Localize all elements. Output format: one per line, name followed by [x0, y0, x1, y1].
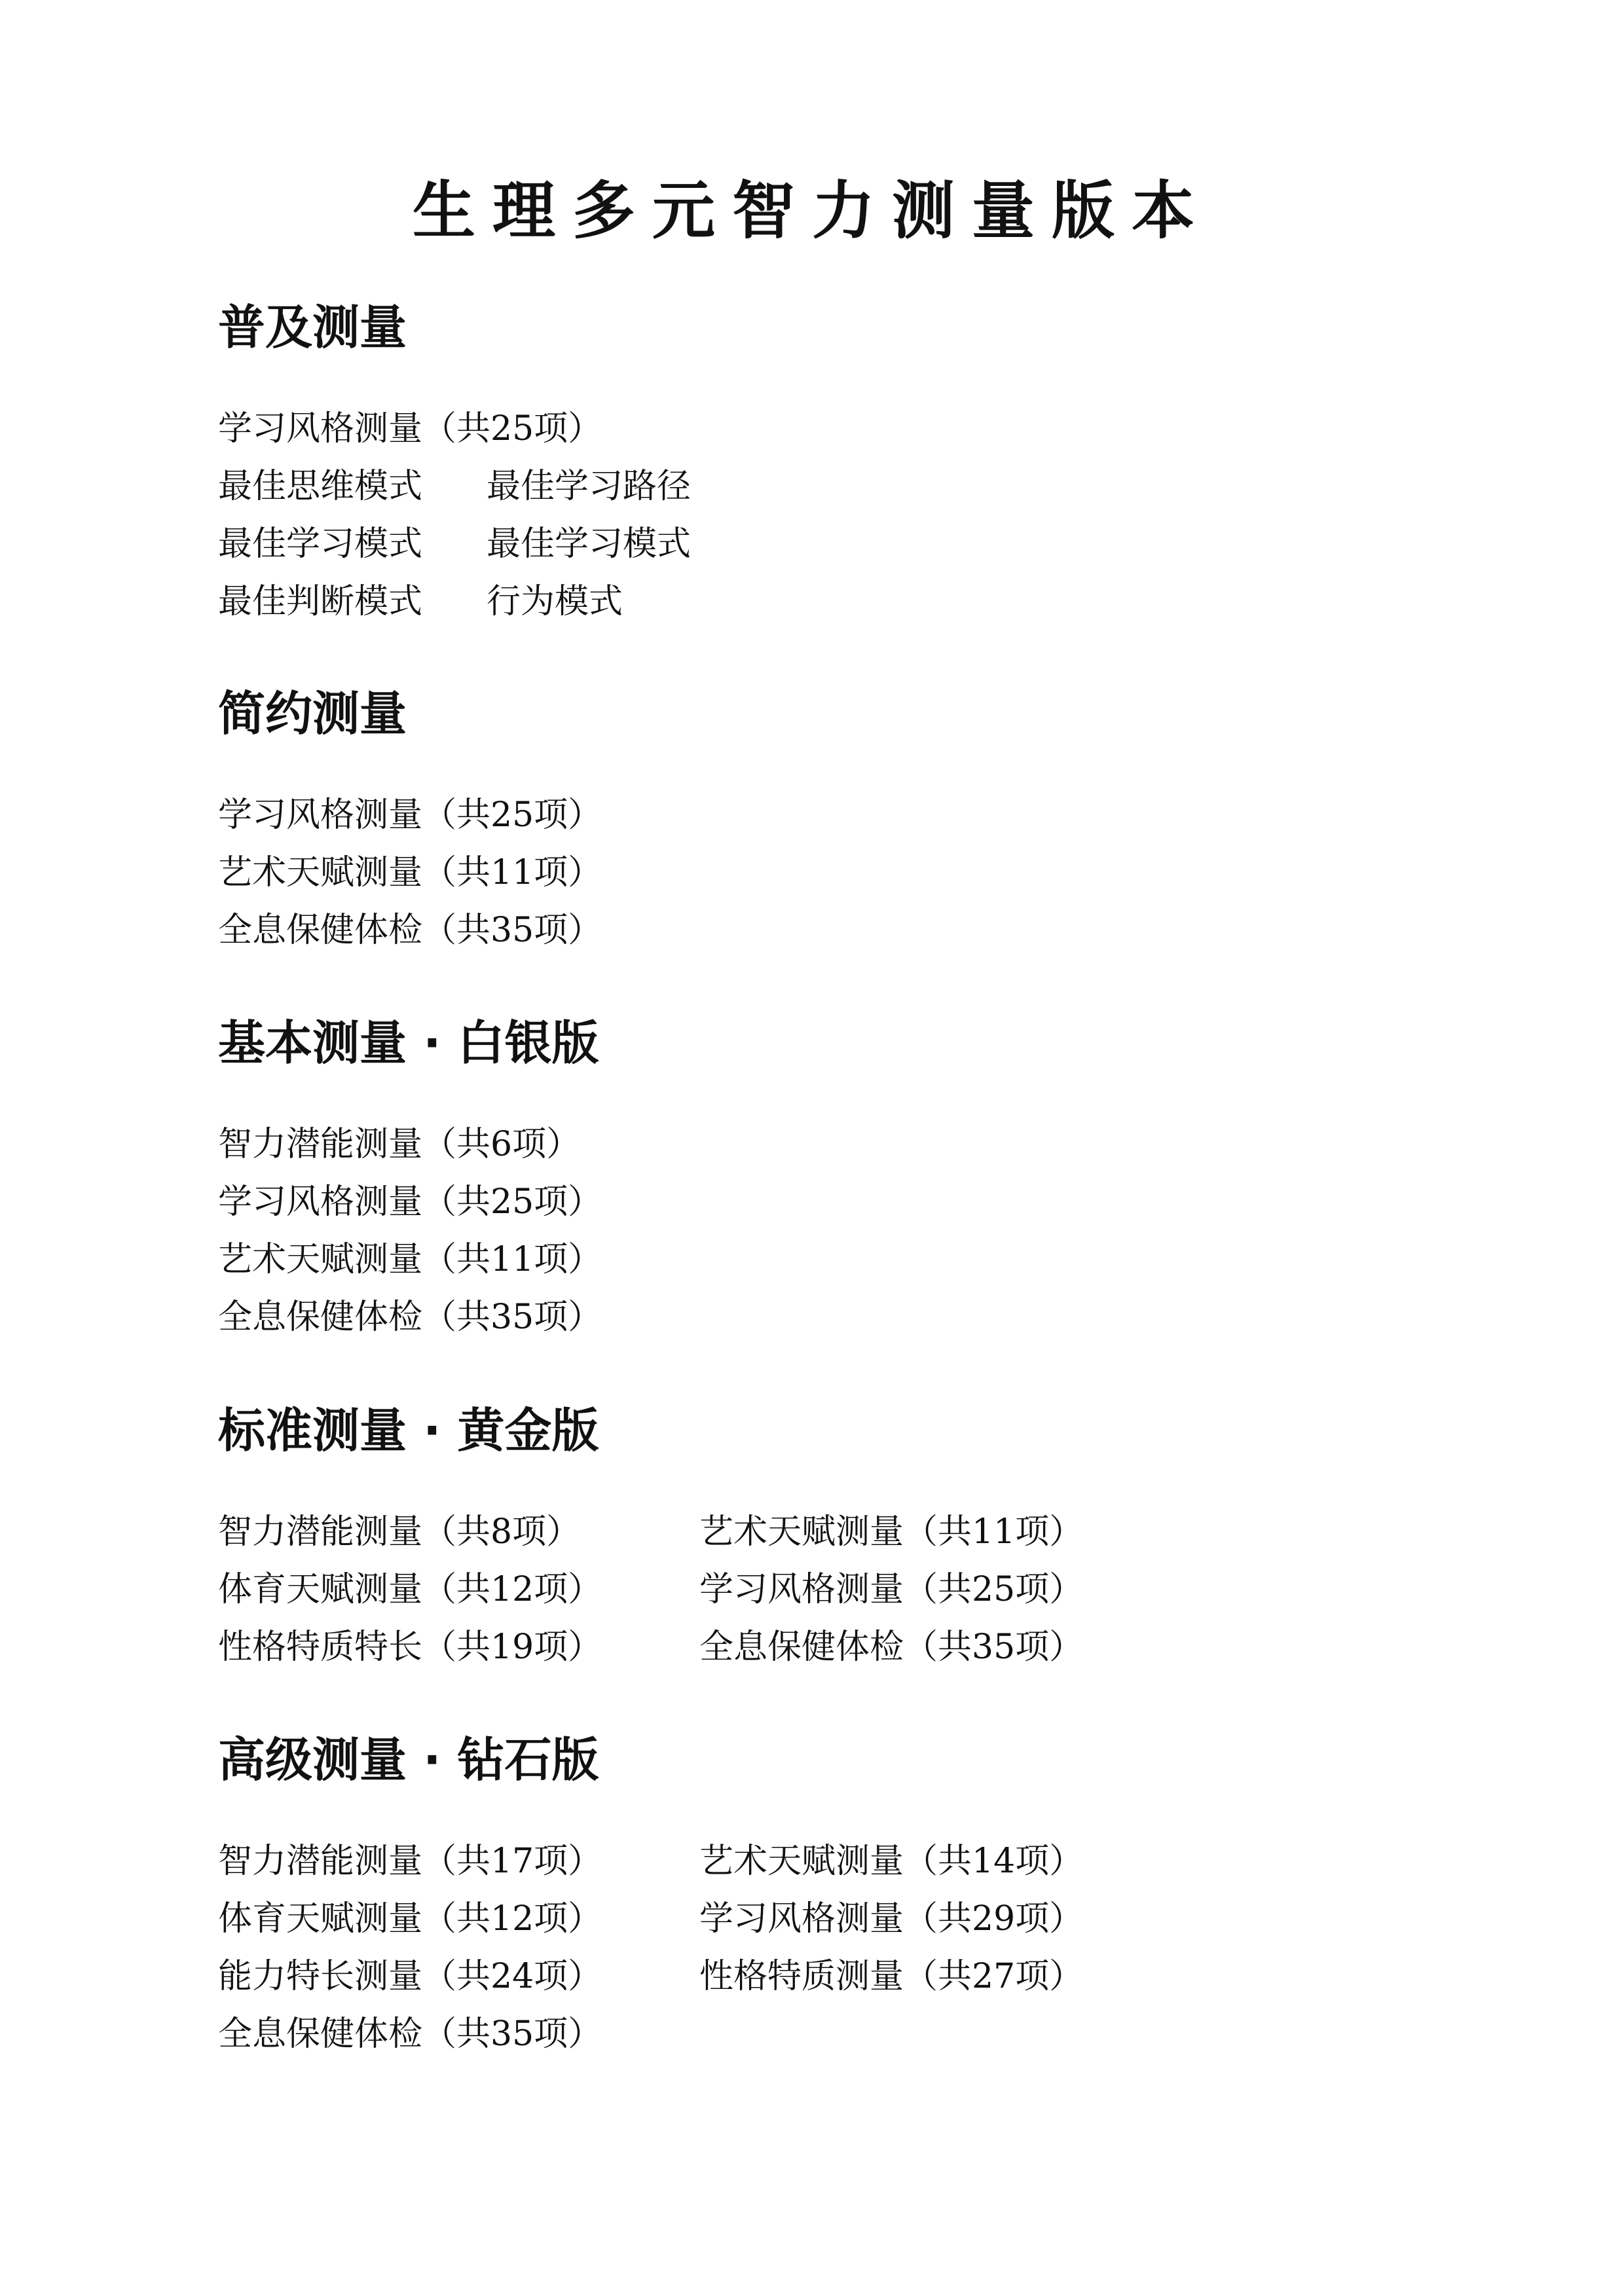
item-text: 艺术天赋测量（共11项） — [218, 853, 602, 892]
list-item — [218, 1116, 1528, 1173]
list-item — [218, 400, 1528, 458]
item-text: 全息保健体检（共35项） — [218, 911, 602, 950]
item-text: 全息保健体检（共35项） — [218, 2014, 602, 2054]
item-text: 体育天赋测量（共12项） — [218, 1899, 602, 1939]
section-advanced-diamond — [218, 1730, 1528, 2063]
list-item — [218, 2005, 1528, 2063]
list-item — [218, 1561, 1528, 1618]
section-popular — [218, 298, 1528, 630]
list-item — [218, 1618, 1528, 1676]
item-text: 艺术天赋测量（共11项） — [699, 1512, 1084, 1552]
item-text: 最佳思维模式 — [218, 467, 423, 506]
section-items — [218, 400, 1528, 630]
list-item — [218, 458, 1528, 515]
item-text: 艺术天赋测量（共14项） — [699, 1842, 1084, 1881]
list-item — [218, 1832, 1528, 1890]
item-text: 智力潜能测量（共8项） — [218, 1512, 581, 1552]
item-text: 智力潜能测量（共17项） — [218, 1842, 602, 1881]
item-text: 体育天赋测量（共12项） — [218, 1570, 602, 1609]
page-title: 生理多元智力测量版本 — [413, 174, 1211, 247]
item-text: 学习风格测量（共25项） — [218, 409, 602, 448]
item-text: 能力特长测量（共24项） — [218, 1957, 602, 1996]
section-heading: 标准测量 · 黄金版 — [218, 1403, 599, 1458]
list-item — [218, 1288, 1528, 1346]
section-heading: 基本测量 · 白银版 — [218, 1015, 599, 1070]
item-text: 性格特质特长（共19项） — [218, 1628, 602, 1667]
item-text: 智力潜能测量（共6项） — [218, 1125, 581, 1164]
list-item — [218, 1503, 1528, 1561]
list-item — [218, 786, 1528, 844]
item-text: 学习风格测量（共29项） — [699, 1899, 1084, 1939]
section-items — [218, 786, 1528, 959]
section-heading: 高级测量 · 钻石版 — [218, 1732, 599, 1787]
list-item — [218, 1231, 1528, 1288]
section-items — [218, 1503, 1528, 1676]
list-item — [218, 573, 1528, 630]
item-text: 性格特质测量（共27项） — [699, 1957, 1084, 1996]
item-text: 学习风格测量（共25项） — [218, 1182, 602, 1222]
section-heading: 普及测量 — [218, 300, 407, 355]
item-text: 全息保健体检（共35项） — [699, 1628, 1084, 1667]
item-text: 全息保健体检（共35项） — [218, 1298, 602, 1337]
section-heading: 简约测量 — [218, 686, 407, 741]
item-text: 学习风格测量（共25项） — [218, 795, 602, 835]
section-simple — [218, 684, 1528, 959]
item-text: 最佳学习路径 — [487, 467, 692, 506]
list-item — [218, 1890, 1528, 1948]
list-item — [218, 1173, 1528, 1231]
list-item — [218, 515, 1528, 573]
item-text: 最佳学习模式 — [218, 524, 423, 564]
section-standard-gold — [218, 1401, 1528, 1676]
list-item — [218, 902, 1528, 959]
section-items — [218, 1832, 1528, 2063]
item-text: 行为模式 — [487, 582, 623, 621]
section-items — [218, 1116, 1528, 1346]
item-text: 艺术天赋测量（共11项） — [218, 1240, 602, 1279]
item-text: 最佳学习模式 — [487, 524, 692, 564]
list-item — [218, 844, 1528, 902]
section-basic-silver — [218, 1013, 1528, 1346]
item-text: 学习风格测量（共25项） — [699, 1570, 1084, 1609]
item-text: 最佳判断模式 — [218, 582, 423, 621]
list-item — [218, 1948, 1528, 2005]
